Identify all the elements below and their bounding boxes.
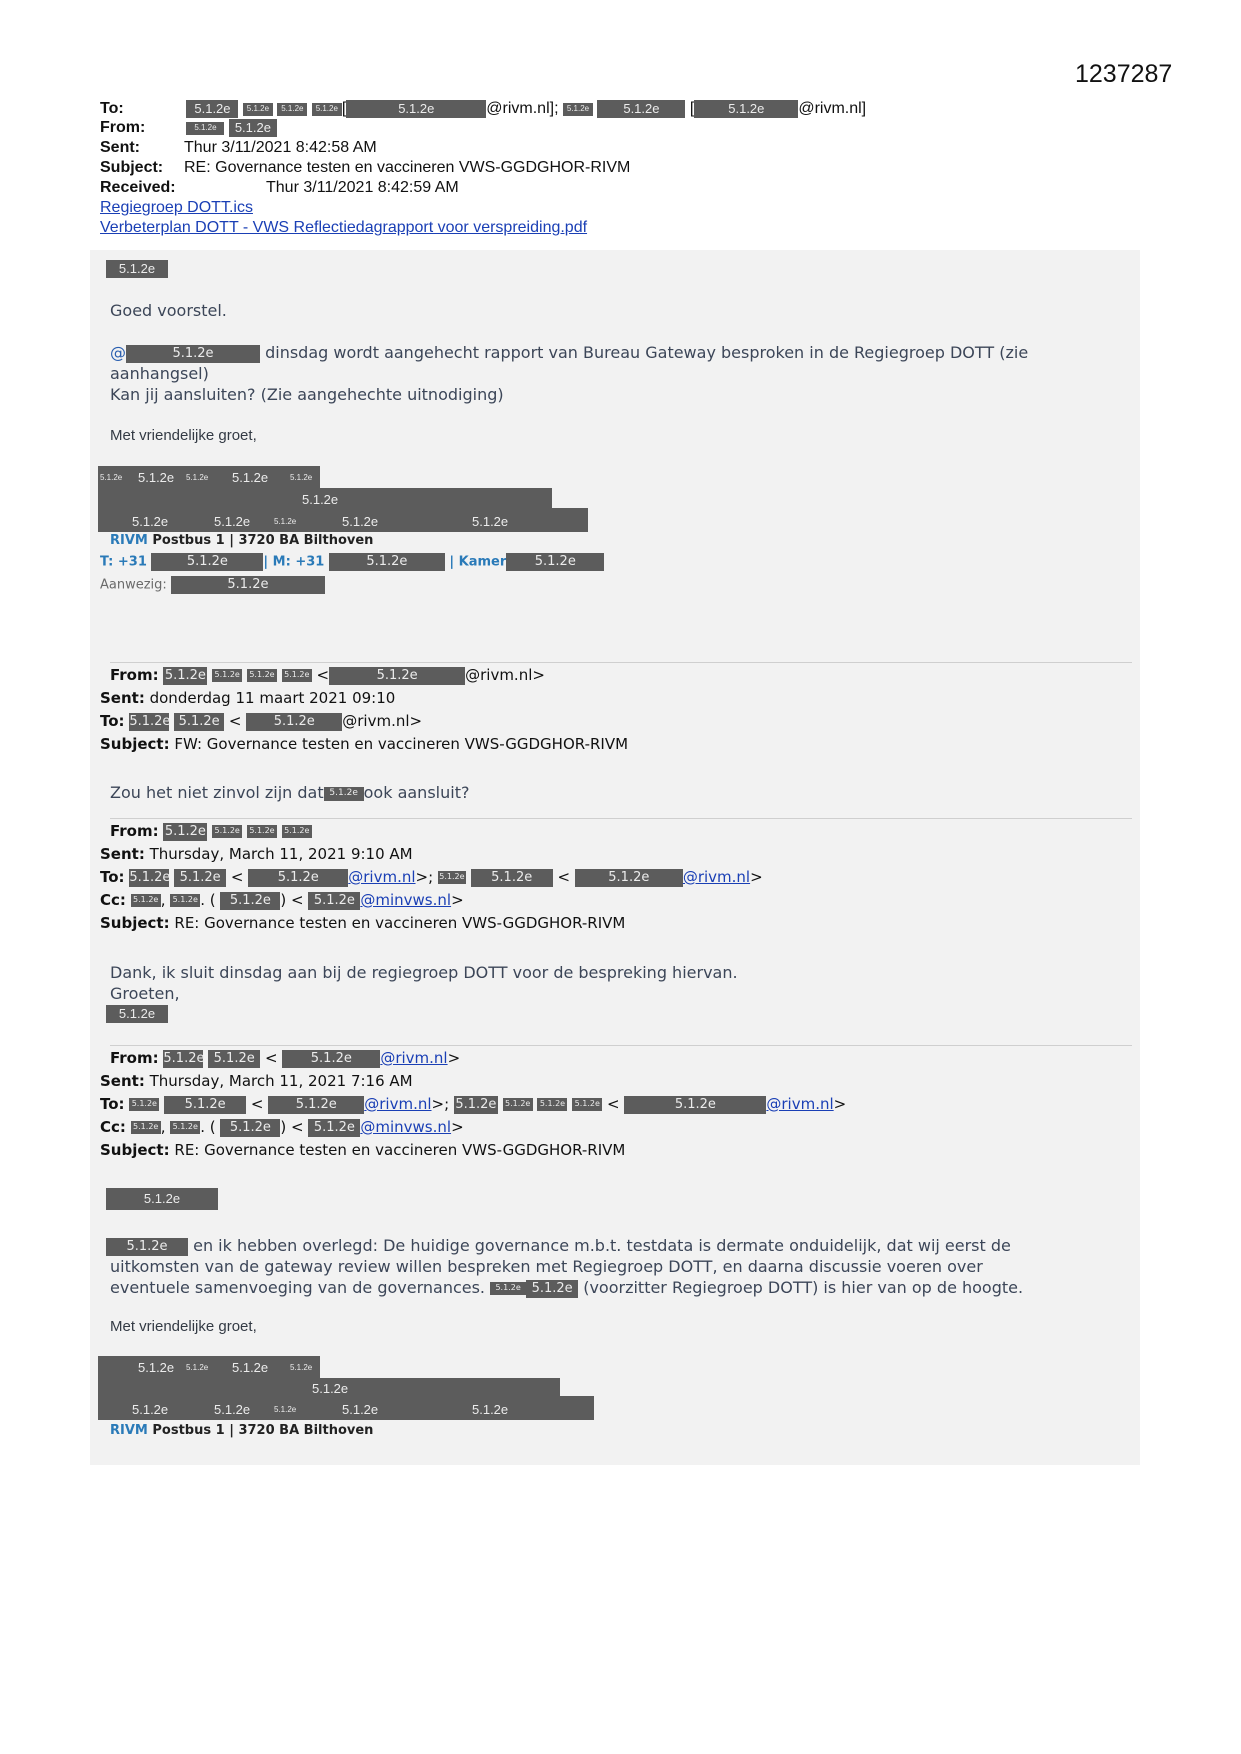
redaction: 5.1.2e — [277, 103, 307, 116]
redaction: 5.1.2e — [163, 1050, 205, 1066]
redaction: 5.1.2e — [490, 1282, 526, 1295]
aanwezig-label: Aanwezig: — [100, 577, 167, 593]
signature-address — [110, 1423, 373, 1438]
r3-body-text3a: eventuele samenvoeging van de governances. — [110, 1278, 486, 1297]
redaction: 5.1.2e — [575, 869, 683, 887]
attachment-pdf-link[interactable]: Verbeterplan DOTT - VWS Reflectiedagrapport voor verspreiding.pdf — [100, 219, 588, 236]
redaction: 5.1.2e — [572, 1098, 602, 1111]
separator — [110, 818, 1132, 819]
address: Postbus 1 | 3720 BA Bilthoven — [152, 533, 374, 548]
sent-value: Thursday, March 11, 2021 9:10 AM — [149, 845, 413, 863]
email-link[interactable]: @rivm.nl — [348, 868, 416, 886]
redaction: 5.1.2e — [208, 1050, 260, 1068]
redaction: 5.1.2e — [329, 553, 445, 571]
at-sign: @ — [110, 343, 126, 362]
redaction: 5.1.2e — [186, 100, 238, 118]
document-id: 1237287 — [1075, 60, 1173, 88]
subject-label: Subject: — [100, 1141, 170, 1159]
sent-label: Sent: — [100, 845, 145, 863]
header-received-row — [100, 179, 459, 197]
lt: < — [557, 868, 571, 886]
header-sent-row — [100, 139, 377, 157]
message1-line3: Kan jij aansluiten? (Zie aangehechte uitnodiging) — [110, 385, 504, 404]
phone-m-label: | M: +31 — [263, 554, 325, 570]
redaction: 5.1.2e — [126, 345, 260, 363]
to-label: To: — [100, 1095, 125, 1113]
rivm-label: RIVM — [110, 1423, 148, 1438]
redaction: 5.1.2e — [131, 1121, 161, 1134]
redaction: 5.1.2e — [268, 1096, 364, 1114]
separator — [110, 1045, 1132, 1046]
redaction: 5.1.2e — [220, 1119, 280, 1137]
r3-body-line3 — [110, 1277, 1023, 1298]
r3-to-row: To: 5.1.2e 5.1.2e < 5.1.2e @rivm.nl>; 5.1.2e 5.1.2e 5.1.2e 5.1.2e < 5.1.2e @rivm.nl> — [100, 1095, 847, 1113]
subject-value: RE: Governance testen en vaccineren VWS-GGDGHOR-RIVM — [174, 1141, 626, 1159]
address: Postbus 1 | 3720 BA Bilthoven — [152, 1423, 374, 1438]
fw1-sent-row — [100, 689, 395, 707]
message1-line1 — [110, 342, 1028, 363]
subject-value: FW: Governance testen en vaccineren VWS-GGDGHOR-RIVM — [174, 735, 629, 753]
fw1-from-row — [110, 666, 545, 685]
phone-t-label: T: +31 — [100, 554, 147, 570]
redaction: 5.1.2e — [537, 1098, 567, 1111]
to-label: To: — [100, 100, 124, 118]
redaction: 5.1.2e — [624, 1096, 766, 1114]
lt: < — [316, 666, 330, 684]
redaction: 5.1.2e — [282, 669, 312, 682]
subject-label: Subject: — [100, 735, 170, 753]
redaction: 5.1.2e — [308, 892, 360, 910]
greeting: Goed voorstel. — [110, 301, 227, 320]
redaction: 5.1.2e — [248, 869, 348, 887]
redaction: 5.1.2e — [563, 103, 593, 116]
fw1-subject-row — [100, 735, 628, 753]
message1-line2: aanhangsel) — [110, 364, 209, 383]
r3-subject-row — [100, 1141, 625, 1159]
closing: Met vriendelijke groet, — [110, 427, 257, 444]
cc-label: Cc: — [100, 1118, 126, 1136]
lt: < — [250, 1095, 264, 1113]
sent-value: donderdag 11 maart 2021 09:10 — [149, 689, 396, 707]
r3-body-line2: uitkomsten van de gateway review willen bespreken met Regiegroep DOTT, en daarna discussie voeren over — [110, 1257, 983, 1276]
fw1-body — [110, 782, 469, 803]
signature-redaction: 5.1.2e 5.1.2e 5.1.2e 5.1.2e 5.1.2e — [98, 466, 320, 488]
redaction: 5.1.2e — [106, 1238, 188, 1256]
r2-from-row — [110, 822, 312, 841]
to-label: To: — [100, 868, 125, 886]
fw1-body-a: Zou het niet zinvol zijn dat — [110, 783, 324, 802]
redaction: 5.1.2e — [129, 869, 171, 885]
redaction: 5.1.2e — [171, 576, 325, 594]
from-label: From: — [100, 119, 146, 137]
rivm-label: RIVM — [110, 533, 148, 548]
salutation-redaction — [106, 260, 168, 278]
signature-redaction: 5.1.2e 5.1.2e 5.1.2e 5.1.2e — [98, 1356, 320, 1378]
redaction: 5.1.2e — [164, 1096, 246, 1114]
email-link[interactable]: @rivm.nl — [364, 1095, 432, 1113]
redaction: 5.1.2e — [151, 553, 263, 571]
to-domain: @rivm.nl> — [342, 712, 423, 730]
signature-phones — [100, 553, 604, 571]
from-label: From: — [110, 666, 159, 684]
received-value: Thur 3/11/2021 8:42:59 AM — [266, 179, 459, 196]
redaction: 5.1.2e — [455, 1096, 497, 1112]
r2-body2: Groeten, — [110, 984, 180, 1003]
subject-value: RE: Governance testen en vaccineren VWS-GGDGHOR-RIVM — [184, 159, 631, 176]
redaction: 5.1.2e — [346, 100, 486, 118]
r2-sig-redaction — [106, 1005, 168, 1023]
redaction: 5.1.2e — [106, 260, 168, 278]
redaction: 5.1.2e — [131, 894, 161, 907]
r2-cc-row: Cc: 5.1.2e , 5.1.2e . ( 5.1.2e ) < 5.1.2e @minvws.nl> — [100, 891, 464, 909]
redaction: 5.1.2e — [170, 1121, 200, 1134]
email-link[interactable]: @rivm.nl — [766, 1095, 834, 1113]
redaction: 5.1.2e — [170, 894, 200, 907]
header-subject-row — [100, 159, 630, 177]
r3-salutation-redaction — [106, 1188, 218, 1210]
redaction: 5.1.2e — [597, 100, 685, 118]
r3-sent-row — [100, 1072, 413, 1090]
kamer-label: | Kamer — [449, 554, 507, 570]
redaction: 5.1.2e — [471, 869, 553, 887]
redaction: 5.1.2e — [106, 1188, 218, 1210]
separator — [110, 662, 1132, 663]
redaction: 5.1.2e — [243, 103, 273, 116]
redaction: 5.1.2e — [246, 713, 342, 731]
lt: < — [230, 868, 244, 886]
email-link[interactable]: @rivm.nl — [682, 868, 751, 886]
signature-redaction: 5.1.2e 5.1.2e 5.1.2e 5.1.2e 5.1.2e — [98, 1396, 594, 1420]
sent-label: Sent: — [100, 689, 145, 707]
lt: < — [607, 1095, 620, 1113]
redaction: 5.1.2e — [106, 1005, 168, 1023]
to-domain-1: @rivm.nl]; — [486, 100, 559, 118]
r2-sent-row — [100, 845, 413, 863]
r2-body1: Dank, ik sluit dinsdag aan bij de regiegroep DOTT voor de bespreking hiervan. — [110, 963, 738, 982]
from-label: From: — [110, 1049, 159, 1067]
redaction: 5.1.2e — [282, 825, 312, 838]
sent-label: Sent: — [100, 1072, 145, 1090]
redaction: 5.1.2e — [129, 1098, 159, 1111]
to-domain-2: @rivm.nl] — [798, 100, 867, 118]
email-link[interactable]: @minvws.nl — [360, 1118, 452, 1136]
lt: < — [228, 712, 242, 730]
fw1-body-b: ook aansluit? — [363, 783, 470, 802]
redaction: 5.1.2e — [164, 823, 206, 839]
r3-body-line1 — [106, 1235, 1011, 1256]
sent-value: Thur 3/11/2021 8:42:58 AM — [184, 139, 377, 156]
redaction: 5.1.2e — [174, 713, 224, 731]
r3-cc-row: Cc: 5.1.2e , 5.1.2e . ( 5.1.2e ) < 5.1.2e @minvws.nl> — [100, 1118, 464, 1136]
cc-label: Cc: — [100, 891, 126, 909]
redaction: 5.1.2e — [694, 100, 798, 118]
r2-subject-row — [100, 914, 625, 932]
redaction: 5.1.2e — [229, 119, 277, 137]
r2-to-row: To: 5.1.2e 5.1.2e < 5.1.2e @rivm.nl>; 5.1.2e 5.1.2e < 5.1.2e @rivm.nl> — [100, 868, 763, 886]
redaction: 5.1.2e — [220, 892, 280, 910]
email-link[interactable]: @rivm.nl — [380, 1049, 448, 1067]
sent-value: Thursday, March 11, 2021 7:16 AM — [149, 1072, 413, 1090]
redaction: 5.1.2e — [164, 667, 206, 683]
email-link[interactable]: @minvws.nl — [360, 891, 452, 909]
bracket: [ — [689, 100, 695, 118]
from-label: From: — [110, 822, 159, 840]
signature-redaction: 5.1.2e — [98, 488, 552, 510]
redaction: 5.1.2e — [129, 713, 171, 729]
message1-text: dinsdag wordt aangehecht rapport van Bureau Gateway besproken in de Regiegroep DOTT (zie — [265, 343, 1029, 362]
redaction: 5.1.2e — [329, 667, 465, 685]
redaction: 5.1.2e — [247, 669, 277, 682]
r3-from-row: From: 5.1.2e 5.1.2e < 5.1.2e @rivm.nl> — [110, 1049, 461, 1067]
r3-body-text3b: (voorzitter Regiegroep DOTT) is hier van op de hoogte. — [583, 1278, 1024, 1297]
header-to-row — [100, 100, 866, 118]
redaction: 5.1.2e — [282, 1050, 380, 1068]
subject-label: Subject: — [100, 914, 170, 932]
redaction: 5.1.2e — [503, 1098, 533, 1111]
lt: < — [264, 1049, 278, 1067]
subject-value: RE: Governance testen en vaccineren VWS-GGDGHOR-RIVM — [174, 914, 626, 932]
signature-address — [110, 533, 373, 548]
redaction: 5.1.2e — [247, 825, 277, 838]
redaction: 5.1.2e — [186, 122, 224, 135]
redaction: 5.1.2e — [174, 869, 226, 887]
signature-redaction: 5.1.2e 5.1.2e 5.1.2e 5.1.2e 5.1.2e — [98, 508, 588, 532]
redaction: 5.1.2e — [438, 871, 466, 884]
redaction: 5.1.2e — [212, 825, 242, 838]
signature-redaction: 5.1.2e — [98, 1378, 560, 1398]
redaction: 5.1.2e — [308, 1119, 360, 1137]
fw1-to-row — [100, 712, 422, 731]
signature-aanwezig — [100, 576, 325, 594]
attachment-ics-link[interactable]: Regiegroep DOTT.ics — [100, 199, 253, 216]
subject-label: Subject: — [100, 159, 164, 176]
from-domain: @rivm.nl> — [465, 666, 545, 684]
sent-label: Sent: — [100, 139, 140, 156]
received-label: Received: — [100, 179, 176, 196]
r3-body-text1: en ik hebben overlegd: De huidige governance m.b.t. testdata is dermate onduidelijk, dat wij eerst de — [193, 1236, 1011, 1255]
redaction: 5.1.2e — [506, 553, 604, 571]
redaction: 5.1.2e — [212, 669, 242, 682]
redaction: 5.1.2e — [324, 787, 364, 801]
r3-closing: Met vriendelijke groet, — [110, 1318, 257, 1335]
redaction: 5.1.2e — [312, 103, 342, 116]
header-from-row — [100, 119, 277, 137]
bracket: [ — [341, 100, 347, 118]
to-label: To: — [100, 712, 125, 730]
redaction: 5.1.2e — [526, 1280, 578, 1298]
